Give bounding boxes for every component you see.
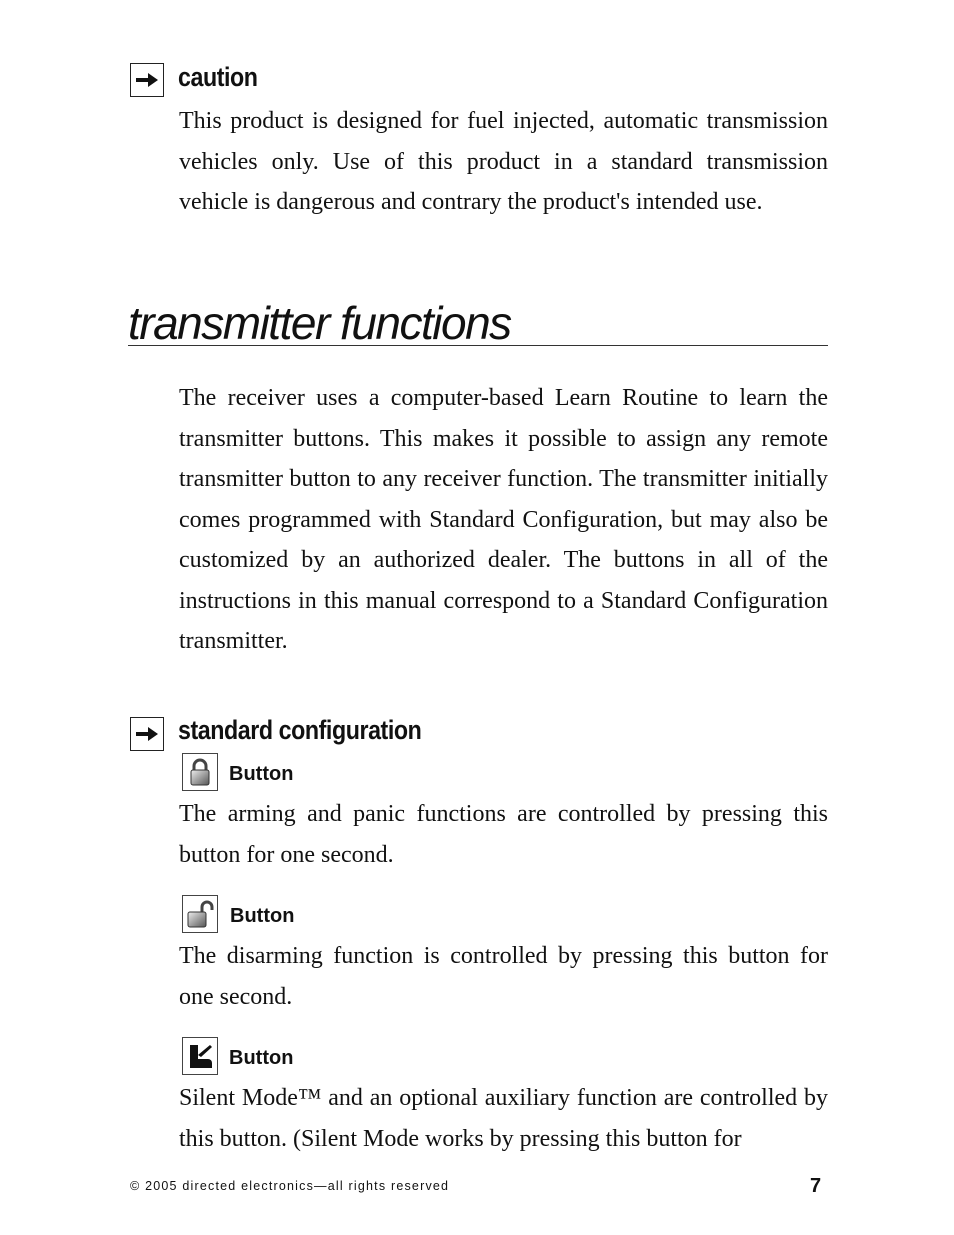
unlock-button-text: The disarming function is controlled by pressing this button for one second.: [179, 943, 828, 1010]
button-label: Button: [230, 905, 295, 927]
button-label: Button: [229, 763, 294, 785]
trunk-button-text: Silent Mode™ and an optional auxiliary function are controlled by this button. (Silent Mode works by pressing this button for: [179, 1085, 828, 1152]
standard-configuration-heading: standard configuration: [178, 715, 422, 745]
lock-icon: [182, 753, 218, 791]
caution-text: This product is designed for fuel injected, automatic transmission vehicles only. Use of this product in a standard transmission vehicle is dangerous and contrary the product's intended use.: [179, 108, 828, 215]
arrow-right-icon: [130, 717, 164, 751]
caution-heading: caution: [178, 62, 258, 92]
intro-paragraph: The receiver uses a computer-based Learn Routine to learn the transmitter buttons. This makes it possible to assign any remote transmitter button to any receiver function. The transmitter initially comes programmed with Standard Configuration, but may also be customized by an authorized dealer. The buttons in all of the instructions in this manual correspond to a Standard Configuration transmitter.: [179, 385, 828, 654]
page-number: 7: [810, 1175, 822, 1197]
trunk-icon: [182, 1037, 218, 1075]
page-title: transmitter functions: [128, 297, 511, 349]
copyright-footer: © 2005 directed electronics—all rights reserved: [130, 1179, 450, 1193]
lock-button-text: The arming and panic functions are controlled by pressing this button for one second.: [179, 801, 828, 868]
arrow-right-icon: [130, 63, 164, 97]
button-label: Button: [229, 1047, 294, 1069]
title-rule: [128, 345, 828, 346]
unlock-icon: [182, 895, 218, 933]
